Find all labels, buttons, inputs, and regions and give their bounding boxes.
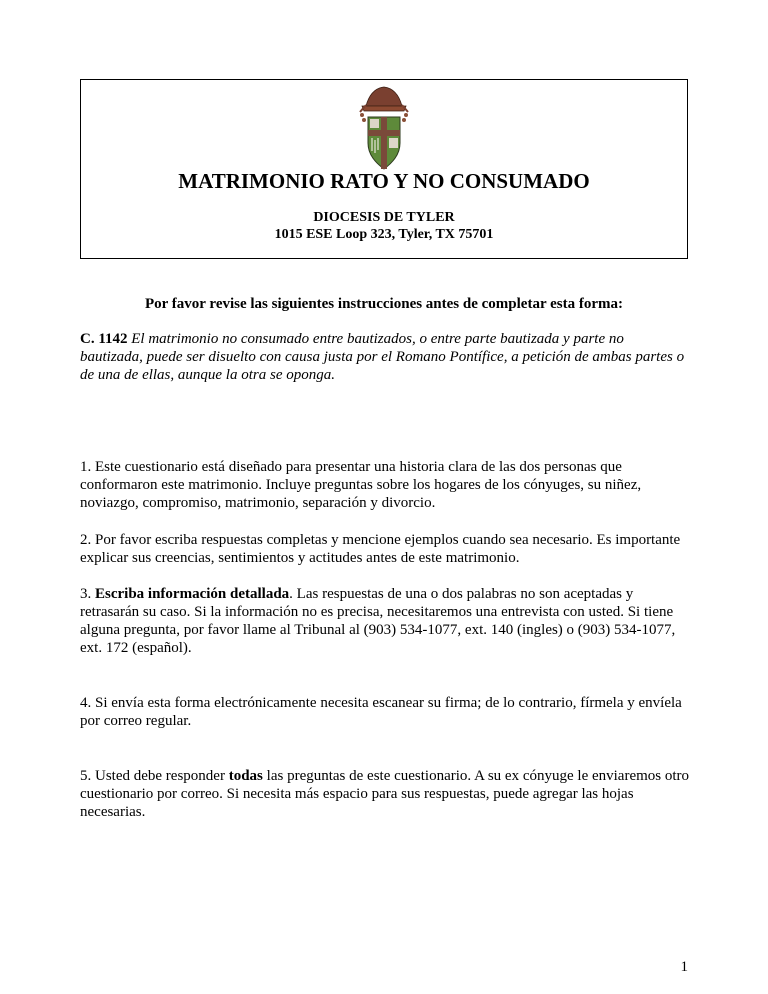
- instruction-4: 4. Si envía esta forma electrónicamente necesita escanear su firma; de lo contrario, fírmela y envíela por correo regular.: [80, 695, 682, 729]
- canon-quote: [80, 330, 690, 384]
- header-box: [80, 79, 688, 259]
- instruction-1: 1. Este cuestionario está diseñado para presentar una historia clara de las dos personas que conformaron este matrimonio. Incluye preguntas sobre los hogares de los cónyuges, su niñez, noviazgo, compromiso, matrimonio, separación y divorcio.: [80, 459, 642, 511]
- organization-address: 1015 ESE Loop 323, Tyler, TX 75701: [274, 227, 494, 242]
- instruction-5-emphasis: todas: [228, 768, 263, 784]
- instruction-2: 2. Por favor escriba respuestas completas y mencione ejemplos cuando sea necesario. Es importante explicar sus creencias, sentimientos y actitudes antes de este matrimonio.: [80, 532, 681, 566]
- instruction-3: [80, 585, 690, 657]
- intro-heading: Por favor revise las siguientes instrucciones antes de completar esta forma:: [145, 296, 623, 312]
- organization-name: DIOCESIS DE TYLER: [313, 210, 455, 225]
- instruction-3-text: . Las respuestas de una o dos palabras no son aceptadas y retrasarán su caso. Si la información no es precisa, necesitaremos una entrevista con usted. Si tiene alguna pregunta, por favor llame al Tribunal al (903) 534-1077, ext. 140 (ingles) o (903) 534-1077, ext. 172 (español).: [80, 586, 676, 656]
- canon-text: El matrimonio no consumado entre bautizados, o entre parte bautizada y parte no bautizada, puede ser disuelto con causa justa por el Romano Pontífice, a petición de ambas partes o de una de ellas, aunque la otra se oponga.: [80, 331, 685, 383]
- instruction-5-prefix: 5. Usted debe responder: [80, 768, 229, 784]
- instruction-5: [80, 767, 690, 821]
- instruction-3-prefix: 3.: [80, 586, 95, 602]
- canon-reference: C. 1142: [80, 331, 128, 347]
- instruction-3-emphasis: Escriba información detallada: [95, 586, 290, 602]
- instruction-5-text: las preguntas de este cuestionario. A su ex cónyuge le enviaremos otro cuestionario por correo. Si necesita más espacio para sus respuestas, puede agregar las hojas necesarias.: [80, 768, 690, 820]
- document-title: MATRIMONIO RATO Y NO CONSUMADO: [178, 169, 590, 193]
- diocese-coat-of-arms-icon: [358, 85, 410, 171]
- page-number: 1: [680, 959, 688, 975]
